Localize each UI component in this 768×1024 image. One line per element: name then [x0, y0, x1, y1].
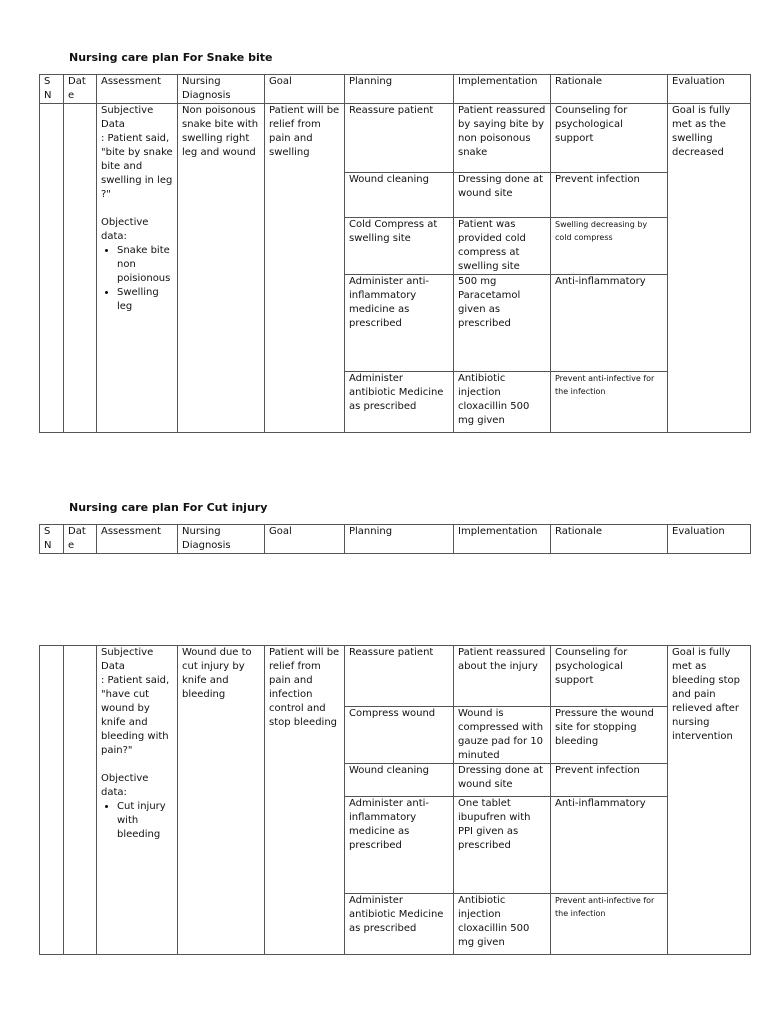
list-item: • Snake bite non poisionous: [117, 244, 173, 286]
implementation-cell: Antibiotic injection cloxacillin 500 mg given: [454, 372, 551, 433]
assessment-cell: [97, 104, 178, 433]
header-date: Dat e: [64, 525, 97, 554]
rationale-cell: Prevent anti-infective for the infection: [551, 372, 668, 433]
implementation-cell: Antibiotic injection cloxacillin 500 mg given: [454, 894, 551, 955]
rationale-cell: Prevent infection: [551, 173, 668, 218]
rationale-cell: Prevent infection: [551, 764, 668, 797]
cut-injury-plan-title: Nursing care plan For Cut injury: [69, 501, 268, 514]
rationale-cell: Prevent anti-infective for the infection: [551, 894, 668, 955]
subjective-heading: Subjective Data: [101, 105, 154, 130]
implementation-cell: Wound is compressed with gauze pad for 10 minuted: [454, 707, 551, 764]
table-row: [40, 104, 751, 173]
header-planning: Planning: [345, 525, 454, 554]
planning-cell: Reassure patient: [345, 646, 454, 707]
implementation-cell: Patient reassured about the injury: [454, 646, 551, 707]
header-date: Dat e: [64, 75, 97, 104]
objective-heading: Objective data:: [101, 773, 149, 798]
header-diagnosis: Nursing Diagnosis: [178, 525, 265, 554]
cut-injury-header-table: [39, 524, 751, 554]
implementation-cell: One tablet ibupufren with PPI given as prescribed: [454, 797, 551, 894]
evaluation-cell: Goal is fully met as the swelling decreased: [668, 104, 751, 433]
planning-cell: Compress wound: [345, 707, 454, 764]
date-cell: [64, 646, 97, 955]
implementation-cell: Patient was provided cold compress at swelling site: [454, 218, 551, 275]
implementation-cell: 500 mg Paracetamol given as prescribed: [454, 275, 551, 372]
subjective-heading: Subjective Data: [101, 647, 154, 672]
diagnosis-cell: Wound due to cut injury by knife and bleeding: [178, 646, 265, 955]
subjective-text: : Patient said, "bite by snake bite and swelling in leg ?": [101, 133, 173, 200]
objective-heading: Objective data:: [101, 217, 149, 242]
header-implementation: Implementation: [454, 525, 551, 554]
table-header-row: [40, 75, 751, 104]
planning-cell: Wound cleaning: [345, 764, 454, 797]
rationale-cell: Counseling for psychological support: [551, 646, 668, 707]
rationale-cell: Anti-inflammatory: [551, 797, 668, 894]
header-assessment: Assessment: [97, 525, 178, 554]
rationale-cell: Swelling decreasing by cold compress: [551, 218, 668, 275]
header-implementation: Implementation: [454, 75, 551, 104]
rationale-cell: Counseling for psychological support: [551, 104, 668, 173]
sn-cell: [40, 646, 64, 955]
subjective-text: : Patient said, "have cut wound by knife and bleeding with pain?": [101, 675, 170, 756]
planning-cell: Wound cleaning: [345, 173, 454, 218]
objective-list: [101, 800, 173, 842]
header-rationale: Rationale: [551, 75, 668, 104]
header-sn: S N: [40, 525, 64, 554]
header-diagnosis: Nursing Diagnosis: [178, 75, 265, 104]
planning-cell: Administer anti-inflammatory medicine as prescribed: [345, 797, 454, 894]
snake-bite-plan-title: Nursing care plan For Snake bite: [69, 51, 273, 64]
assessment-cell: [97, 646, 178, 955]
header-rationale: Rationale: [551, 525, 668, 554]
rationale-cell: Anti-inflammatory: [551, 275, 668, 372]
goal-cell: Patient will be relief from pain and infection control and stop bleeding: [265, 646, 345, 955]
planning-cell: Administer antibiotic Medicine as prescribed: [345, 894, 454, 955]
date-cell: [64, 104, 97, 433]
header-sn: S N: [40, 75, 64, 104]
evaluation-cell: Goal is fully met as bleeding stop and pain relieved after nursing intervention: [668, 646, 751, 955]
rationale-cell: Pressure the wound site for stopping bleeding: [551, 707, 668, 764]
diagnosis-cell: Non poisonous snake bite with swelling right leg and wound: [178, 104, 265, 433]
header-planning: Planning: [345, 75, 454, 104]
planning-cell: Administer anti-inflammatory medicine as prescribed: [345, 275, 454, 372]
header-evaluation: Evaluation: [668, 75, 751, 104]
implementation-cell: Dressing done at wound site: [454, 173, 551, 218]
planning-cell: Administer antibiotic Medicine as prescribed: [345, 372, 454, 433]
header-goal: Goal: [265, 525, 345, 554]
snake-bite-care-plan-table: [39, 74, 751, 433]
table-row: [40, 646, 751, 707]
header-assessment: Assessment: [97, 75, 178, 104]
sn-cell: [40, 104, 64, 433]
implementation-cell: Dressing done at wound site: [454, 764, 551, 797]
list-item: • Cut injury with bleeding: [117, 800, 173, 842]
planning-cell: Reassure patient: [345, 104, 454, 173]
list-item: • Swelling leg: [117, 286, 173, 314]
header-evaluation: Evaluation: [668, 525, 751, 554]
table-header-row: [40, 525, 751, 554]
goal-cell: Patient will be relief from pain and swelling: [265, 104, 345, 433]
objective-list: [101, 244, 173, 314]
header-goal: Goal: [265, 75, 345, 104]
implementation-cell: Patient reassured by saying bite by non poisonous snake: [454, 104, 551, 173]
planning-cell: Cold Compress at swelling site: [345, 218, 454, 275]
cut-injury-care-plan-table: [39, 645, 751, 955]
